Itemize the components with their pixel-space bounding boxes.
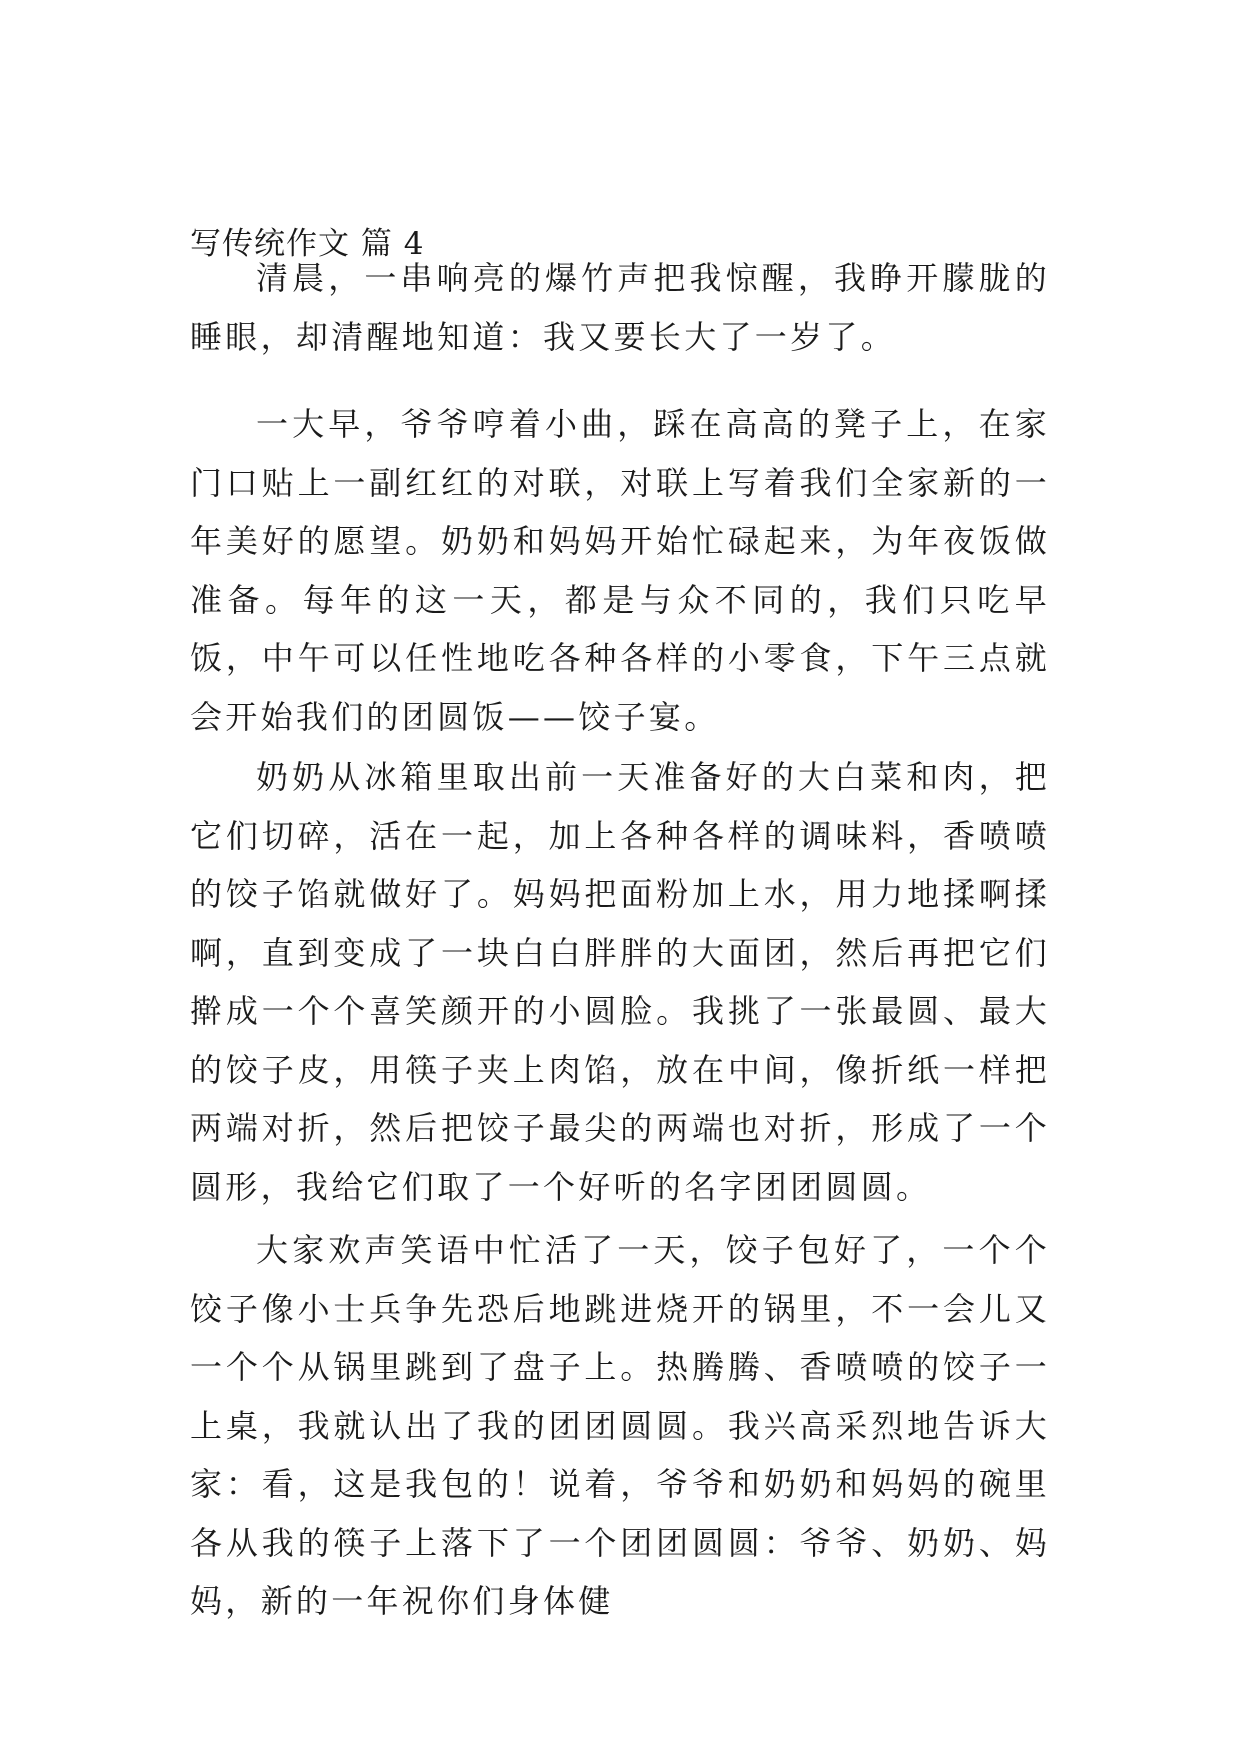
- paragraph-2: 一大早，爷爷哼着小曲，踩在高高的凳子上，在家门口贴上一副红红的对联，对联上写着我们全家新的一年美好的愿望。奶奶和妈妈开始忙碌起来，为年夜饭做准备。每年的这一天，都是与众不同的，我们只吃早饭，中午可以任性地吃各种各样的小零食，下午三点就会开始我们的团圆饭——饺子宴。: [190, 405, 1050, 736]
- paragraph-3: 奶奶从冰箱里取出前一天准备好的大白菜和肉，把它们切碎，活在一起，加上各种各样的调味料，香喷喷的饺子馅就做好了。妈妈把面粉加上水，用力地揉啊揉啊，直到变成了一块白白胖胖的大面团，然后再把它们擀成一个个喜笑颜开的小圆脸。我挑了一张最圆、最大的饺子皮，用筷子夹上肉馅，放在中间，像折纸一样把两端对折，然后把饺子最尖的两端也对折，形成了一个圆形，我给它们取了一个好听的名字团团圆圆。: [190, 758, 1050, 1206]
- essay-title: 写传统作文 篇 4: [190, 226, 425, 262]
- paragraph-1: 清晨，一串响亮的爆竹声把我惊醒，我睁开朦胧的睡眼，却清醒地知道：我又要长大了一岁了。: [190, 259, 1050, 356]
- paragraph-4: 大家欢声笑语中忙活了一天，饺子包好了，一个个饺子像小士兵争先恐后地跳进烧开的锅里，不一会儿又一个个从锅里跳到了盘子上。热腾腾、香喷喷的饺子一上桌，我就认出了我的团团圆圆。我兴高采烈地告诉大家：看，这是我包的！说着，爷爷和奶奶和妈妈的碗里各从我的筷子上落下了一个团团圆圆：爷爷、奶奶、妈妈，新的一年祝你们身体健: [190, 1231, 1050, 1620]
